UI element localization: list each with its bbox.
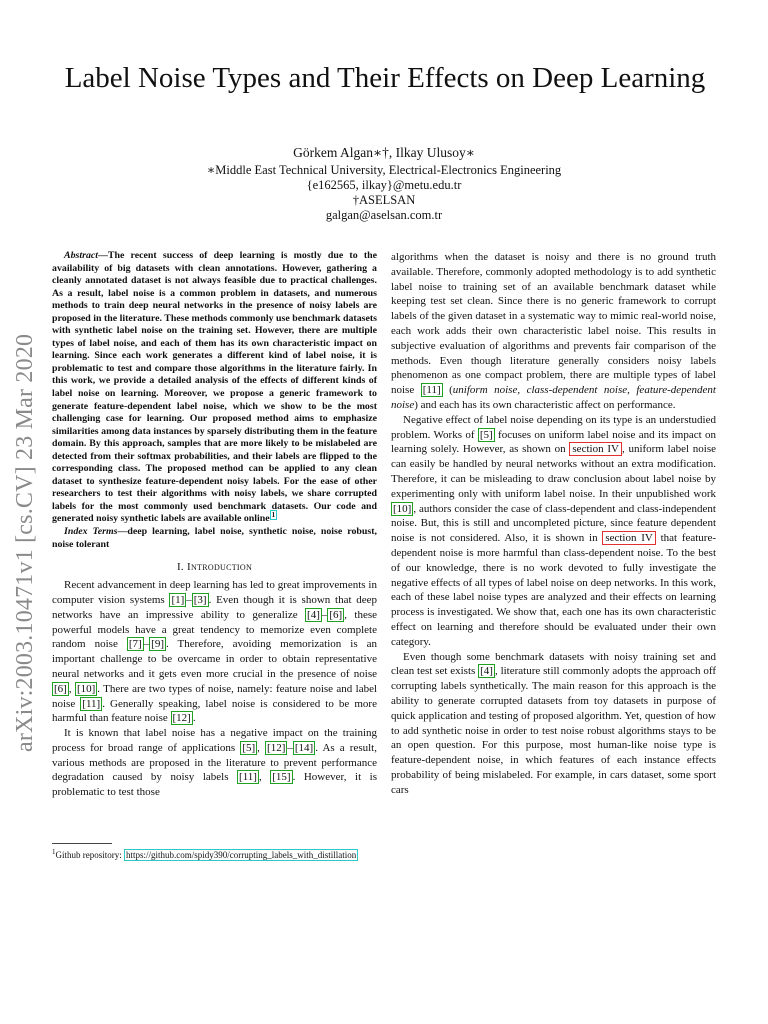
citation-link[interactable]: [10]	[393, 502, 412, 515]
text-run: –	[186, 593, 192, 606]
text-run: algorithms when the dataset is noisy and there is no ground truth available. Therefore, commonly adopted methodology is to add synthetic label noise to training set of an available benchmark dataset while keeping test set clean. Since there is no generic framework to corrupt labels of the given dataset in a systematic way to mimic real-world noise, each work adds their own characteristic label noise. This results in subjective evaluation of algorithms and prevents fair comparison of the methods. Even though literature generally considers noisy labels phenomenon as one compact problem, there are multiple types of label noise	[391, 251, 716, 397]
citation-link[interactable]: [6]	[54, 682, 67, 695]
github-link[interactable]: https://github.com/spidy390/corrupting_labels_with_distillation	[126, 850, 357, 860]
citation-link[interactable]: [12]	[267, 741, 286, 754]
abstract	[52, 250, 377, 526]
section-link[interactable]: section IV	[569, 442, 622, 456]
text-run: . However, it is problematic to test those	[52, 771, 378, 799]
text-run: ,	[258, 771, 271, 784]
text-run: Recent advancement in deep learning has led to great improvements in computer vision systems	[52, 579, 377, 606]
text-run: ,	[257, 741, 266, 754]
abstract-text: —The recent success of deep learning is mostly due to the availability of big datasets with clean annotations. However, gathering a cleanly annotated dataset is not always feasible due to practical challenges. As a result, label noise is a common problem in datasets, and numerous methods to train deep neural networks in the presence of noisy labels are proposed in the literature. These methods commonly use benchmark datasets with synthetic label noise on the training set. However, there are multiple types of label noise, and each of them has its own characteristic impact on learning. Since each work generates a different kind of label noise, it is problematic to test and compare those algorithms in the literature fairly. In this work, we provide a detailed analysis of the effects of different kinds of label noise on learning. Moreover, we propose a generic framework to generate feature-dependent label noise, which we show to be the most challenging case for learning. Our proposed method aims to emphasize similarities among data instances by sparsely distributing them in the feature domain. By this approach, samples that are more likely to be mislabeled are detected from their softmax probabilities, and their labels are flipped to the corresponding class. The proposed method can be applied to any clean dataset to synthesize feature-dependent noisy labels. For the ease of other researchers to test their algorithms with noisy labels, we share corrupted labels for the most commonly used benchmark datasets. Our code and generated noisy synthetic labels are available online	[52, 250, 377, 525]
text-run: focuses on uniform label noise and its impact on learning solely. However, as shown on	[391, 428, 717, 456]
citation-link[interactable]: [11]	[82, 697, 101, 710]
text-run: –	[143, 638, 150, 651]
index-terms-label: Index Terms	[64, 526, 118, 538]
footnote-divider	[52, 843, 112, 844]
citation-link[interactable]: [11]	[422, 384, 441, 397]
introduction-body-left	[52, 578, 377, 800]
text-run: . Even though it is shown that deep networks have an impressive ability to generalize	[52, 593, 377, 621]
citation-link[interactable]: [1]	[171, 593, 185, 606]
index-terms	[52, 526, 377, 551]
citation-link[interactable]: [15]	[272, 771, 291, 784]
text-run: , authors consider the case of class-dependent and class-independent noise. But, this is still and uncompleted picture, since feature dependent noise is not considered. Also, it is shown in	[391, 502, 716, 545]
left-column	[52, 250, 377, 800]
citation-link[interactable]: [10]	[76, 682, 96, 695]
text-run: , uniform label noise can easily be handled by neural networks without an extra modification. Therefore, it can be misleading to draw conclusion about label noise by experimenting only with uniform label noise. In their unpublished work	[391, 443, 716, 500]
citation-link[interactable]: [5]	[479, 428, 493, 441]
paragraph	[52, 578, 377, 726]
citation-link[interactable]: [11]	[239, 771, 257, 784]
citation-link[interactable]: [7]	[128, 638, 142, 651]
text-run: –	[321, 608, 328, 621]
citation-link[interactable]: [6]	[329, 608, 343, 621]
text-run: that feature-dependent noise is more harmful than class-dependent noise. To the best of our knowledge, there is no work devoted to fully investigate the negative effects of all types of label noise on deep networks. In this work, each of these label noise types are analyzed and their effects on learning process is investigated. We show that, each one has its own characteristic effect on learning and therefore should be evaluated under their own category.	[391, 532, 717, 648]
citation-link[interactable]: [14]	[294, 741, 314, 754]
author-list: Görkem Algan∗†, Ilkay Ulusoy∗	[293, 145, 475, 160]
text-run: . Therefore, avoiding memorization is an important challenge to be overcame in order to obtain representative neural networks and it gets even more crucial in the presence of noise	[52, 638, 377, 680]
section-heading-introduction: I. Introduction	[176, 561, 253, 574]
text-run: . There are two types of noise, namely: feature noise and label noise	[52, 682, 378, 710]
affiliation-metu: ∗Middle East Technical University, Electrical-Electronics Engineering	[206, 163, 562, 177]
footnote	[52, 849, 377, 861]
section-link[interactable]: section IV	[602, 531, 656, 545]
citation-link[interactable]: [5]	[242, 741, 256, 754]
citation-link[interactable]: [4]	[480, 665, 493, 678]
paragraph	[391, 250, 716, 413]
paragraph	[391, 650, 716, 798]
arxiv-identifier: arXiv:2003.10471v1 [cs.CV] 23 Mar 2020	[12, 333, 38, 752]
paper-title: Label Noise Types and Their Effects on Deep Learning	[64, 62, 706, 94]
right-column	[391, 250, 716, 797]
text-run: ) and each has its own characteristic affect on performance.	[414, 398, 676, 411]
italic-text: uniform noise, class-dependent noise, feature-dependent noise	[391, 384, 716, 411]
affiliation-aselsan: †ASELSAN	[352, 193, 416, 207]
email-aselsan: galgan@aselsan.com.tr	[325, 208, 443, 222]
paragraph	[391, 413, 716, 650]
text-run: , literature still commonly adopts the approach off corrupting labels synthetically. The main reason for this approach is the ability to generate corrupted datasets from toy datasets in purpose of quick application and testing of proposed algorithm. Yet, question of how to add synthetic noise in order to test noise robust algorithms stays to be an open question. For this purpose, most human-like noise type is feature-dependent noise, in which features of each instance effects probability of being mislabeled. For example, in cars dataset, some sport cars	[391, 665, 716, 796]
index-terms-text: —deep learning, label noise, synthetic noise, noise robust, noise tolerant	[52, 526, 378, 550]
text-run: (	[442, 384, 453, 397]
footnote-marker[interactable]: 1	[271, 511, 276, 520]
text-run: ,	[68, 682, 75, 695]
text-run: .	[192, 712, 196, 725]
text-run: . Generally speaking, label noise is considered to be more harmful than feature noise	[52, 697, 377, 725]
citation-link[interactable]: [4]	[307, 608, 320, 621]
text-run: . As a result, various methods are proposed in the literature to prevent performance degradation caused by noisy labels	[52, 741, 377, 784]
footnote-number: 1	[52, 848, 56, 856]
introduction-body-right	[391, 250, 716, 797]
abstract-label: Abstract	[64, 250, 99, 261]
text-run: Negative effect of label noise depending on its type is an understudied problem. Works of	[391, 413, 716, 441]
citation-link[interactable]: [9]	[151, 638, 164, 651]
text-run: , these powerful models have a great tendency to memorize even complete random noise	[52, 608, 377, 651]
email-metu: {e162565, ilkay}@metu.edu.tr	[306, 178, 462, 192]
text-run: Even though some benchmark datasets with noisy training set and clean test set exists	[391, 650, 716, 678]
text-run: It is known that label noise has a negative impact on the training process for broad range of applications	[52, 727, 377, 754]
citation-link[interactable]: [3]	[193, 593, 207, 606]
footnote-label: Github repository:	[55, 850, 122, 860]
citation-link[interactable]: [12]	[172, 712, 191, 725]
paragraph	[52, 726, 377, 800]
text-run: –	[287, 741, 293, 754]
